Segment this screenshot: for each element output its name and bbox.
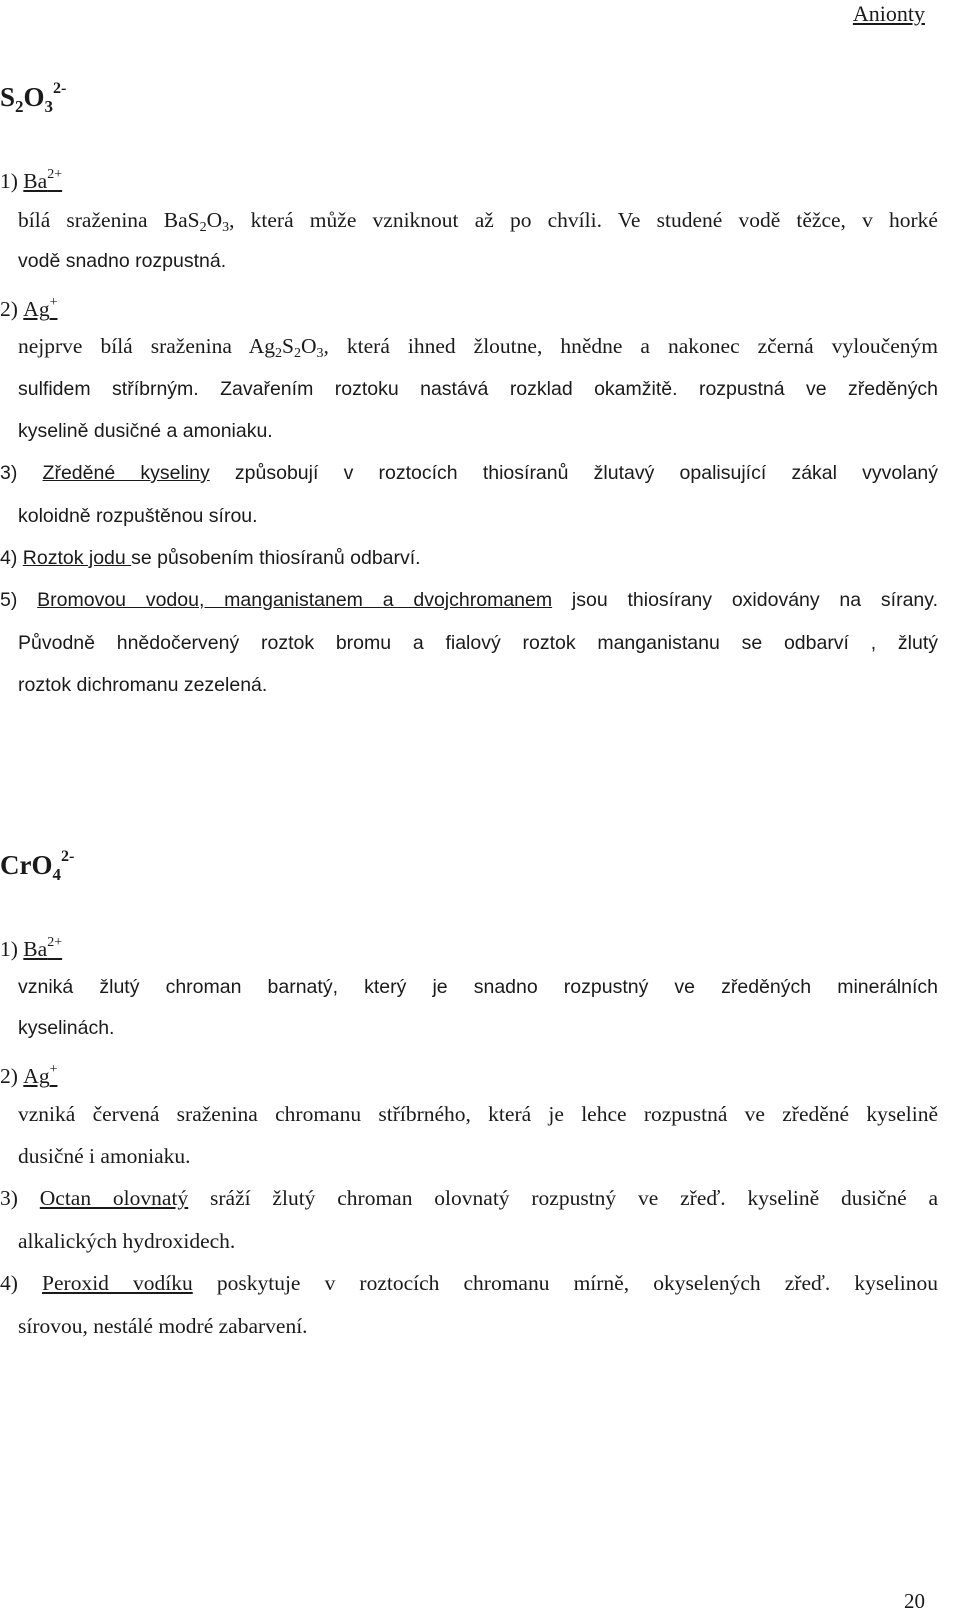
page-number: 20: [904, 1589, 925, 1613]
text-line: sulfidem stříbrným. Zavařením roztoku nastává rozklad okamžitě. rozpustná ve zředěných: [18, 378, 938, 400]
text-subscript: 2: [275, 346, 283, 361]
text-part: O: [300, 334, 317, 358]
reagent-iodine-solution: Roztok jodu: [22, 547, 132, 569]
reagent-dilute-acids: Zředěné kyseliny: [42, 462, 210, 484]
text-line: kyselině dusičné a amoniaku.: [18, 420, 273, 442]
text-part: S: [282, 334, 294, 358]
section-title-thiosulfate: [0, 72, 66, 124]
text-line: kyselinách.: [18, 1017, 115, 1039]
text-line: vzniká červená sraženina chromanu stříbrného, která je lehce rozpustná ve zředěné kyselině: [18, 1102, 938, 1126]
text-line: alkalických hydroxidech.: [18, 1229, 236, 1253]
reaction-heading-ba: [0, 160, 920, 196]
reagent-oxidizers: Bromovou vodou, manganistanem a dvojchromanem: [37, 589, 553, 611]
text-line: roztok dichromanu zezelená.: [18, 674, 268, 696]
text-subscript: 3: [222, 220, 230, 235]
formula-charge: 2-: [60, 848, 75, 865]
reagent-ag: [23, 1055, 57, 1091]
text-part: jsou thiosírany oxidovány na sírany.: [552, 589, 938, 611]
formula-part: S: [0, 82, 16, 112]
section-title-chromate: [0, 840, 74, 892]
reaction-item-3: [0, 458, 938, 488]
text-part: , která může vzniknout až po chvíli. Ve studené vodě těžce, v horké: [229, 208, 938, 232]
text-part: , která ihned žloutne, hnědne a nakonec zčerná vyloučeným: [323, 334, 938, 358]
text-line: vzniká žlutý chroman barnatý, který je snadno rozpustný ve zředěných minerálních: [18, 976, 938, 998]
text-part: bílá sraženina BaS: [18, 208, 200, 232]
text-line: vodě snadno rozpustná.: [18, 250, 227, 272]
reaction-item-4: [0, 1268, 938, 1298]
text-line: [18, 331, 938, 369]
reaction-item-3: [0, 1183, 938, 1213]
reagent-label: Ba: [23, 937, 48, 961]
formula-charge: 2-: [53, 80, 67, 97]
text-line: sírovou, nestálé modré zabarvení.: [18, 1314, 308, 1338]
reagent-label: Ag: [23, 1064, 50, 1088]
item-number: 3): [0, 462, 18, 484]
reaction-heading-ag: [0, 288, 920, 324]
item-number: 3): [0, 1186, 18, 1210]
reagent-charge: 2+: [47, 167, 63, 182]
reagent-label: Ba: [23, 169, 48, 193]
item-number: 2): [0, 1064, 18, 1088]
reagent-ba: [23, 160, 62, 196]
reaction-heading-ag: [0, 1055, 920, 1091]
text-subscript: 2: [293, 346, 301, 361]
text-line: Původně hnědočervený roztok bromu a fialový roztok manganistanu se odbarví , žlutý: [18, 632, 938, 654]
formula-subscript: 2: [15, 97, 24, 116]
item-number: 1): [0, 169, 18, 193]
text-part: se působením thiosíranů odbarví.: [131, 547, 421, 569]
reagent-hydrogen-peroxide: Peroxid vodíku: [42, 1271, 193, 1295]
text-line: [18, 205, 938, 243]
reagent-ag: [23, 288, 57, 324]
item-number: 5): [0, 589, 18, 611]
text-part: poskytuje v roztocích chromanu mírně, okyselených zřeď. kyselinou: [192, 1271, 939, 1295]
reaction-item-5: [0, 585, 938, 615]
text-line: koloidně rozpuštěnou sírou.: [18, 505, 258, 527]
formula-part: O: [23, 82, 45, 112]
item-number: 1): [0, 937, 18, 961]
reaction-item-4: [0, 543, 920, 573]
formula-subscript: 4: [52, 865, 61, 884]
text-part: způsobují v roztocích thiosíranů žlutavý opalisující zákal vyvolaný: [209, 462, 939, 484]
reagent-charge: +: [49, 1062, 58, 1077]
text-line: dusičné i amoniaku.: [18, 1144, 191, 1168]
reagent-charge: +: [49, 295, 58, 310]
reaction-heading-ba: [0, 928, 920, 964]
reagent-label: Ag: [23, 297, 50, 321]
reagent-lead-acetate: Octan olovnatý: [39, 1186, 189, 1210]
reagent-charge: 2+: [47, 935, 63, 950]
text-part: nejprve bílá sraženina Ag: [18, 334, 276, 358]
item-number: 2): [0, 297, 18, 321]
formula-part: CrO: [0, 850, 53, 880]
text-subscript: 3: [316, 346, 324, 361]
item-number: 4): [0, 1271, 18, 1295]
formula-subscript: 3: [44, 97, 54, 116]
text-part: O: [206, 208, 223, 232]
reagent-ba: [23, 928, 62, 964]
page-header-title: Anionty: [852, 1, 925, 26]
text-part: sráží žlutý chroman olovnatý rozpustný ve zřeď. kyselině dusičné a: [188, 1186, 939, 1210]
item-number: 4): [0, 547, 18, 569]
text-subscript: 2: [199, 220, 207, 235]
